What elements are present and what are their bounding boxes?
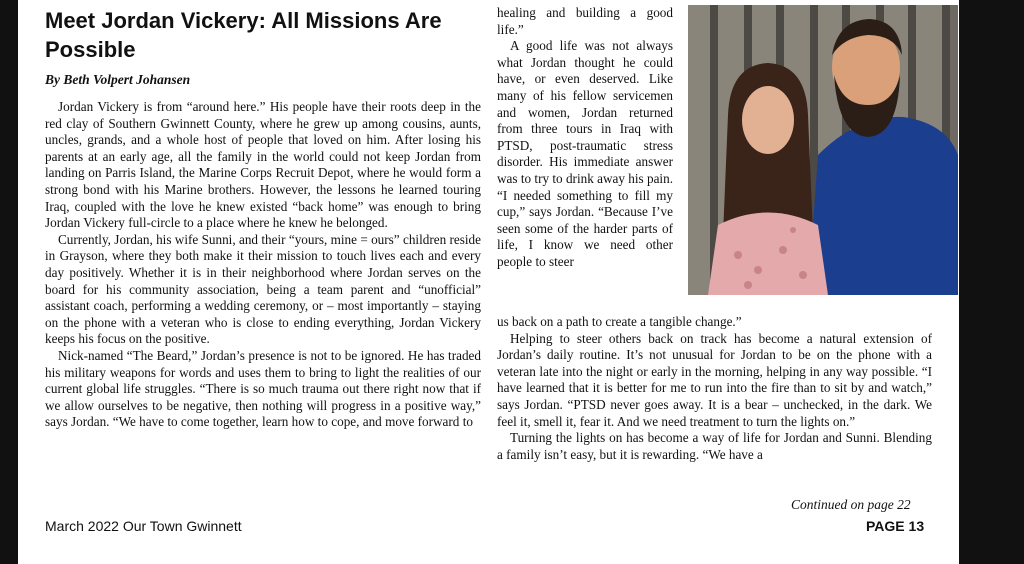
page-number: PAGE 13: [866, 518, 925, 534]
paragraph: us back on a path to create a tangible change.”: [497, 314, 742, 329]
paragraph: Jordan Vickery is from “around here.” His people have their roots deep in the red clay of Southern Gwinnett County, where he grew up among cousins, aunts, uncles, grands, and a whole host of people that loved on him. After losing his parents at an early age, all the family in the world could not keep Jordan from landing on Parris Island, the Marine Corps Recruit Depot, where he would form a strong bond with his Marine brothers. However, the lessons he learned touring Iraq, coupled with the love he knew existed “back home” was enough to bring Jordan Vickery full-circle to a place where he knew he belonged.: [45, 99, 481, 231]
paragraph: healing and building a good life.”: [497, 5, 673, 37]
couple-photo: [688, 5, 958, 295]
viewer-background: [959, 0, 1024, 564]
paragraph: Currently, Jordan, his wife Sunni, and their “yours, mine = ours” children reside in Grayson, where they both make it their mission to touch lives each and every day positively. Whether it is in their neighborhood where Jordan serves on the board for his community association, being a team parent and “unofficial” assistant coach, performing a wedding ceremony, or – most importantly – staying on the phone with a veteran who is close to ending everything, Jordan Vickery keeps his focus on the positive.: [45, 231, 481, 347]
continued-note: Continued on page 22: [791, 497, 911, 512]
column-right-top: [497, 5, 673, 271]
photo-illustration: [688, 5, 958, 295]
paragraph: Helping to steer others back on track has become a natural extension of Jordan’s daily routine. It’s not unusual for Jordan to be on the phone with a veteran late into the night or early in the morning, helping in any way possible. “I have learned that it is better for me to run into the fire than to sit by and watch,” says Jordan. “PTSD never goes away. It is a bear – unchecked, in the dark. We feel it, smell it, fear it. And we need treatment to turn the lights on.”: [497, 330, 932, 429]
paragraph: Nick-named “The Beard,” Jordan’s presence is not to be ignored. He has traded his military weapons for words and uses them to bring to light the realities of our current global life struggles. “There is so much trauma out there right now that if we allow ourselves to be negative, then nothing will progress in a positive way,” says Jordan. “We have to come together, learn how to cope, and move forward to: [45, 347, 481, 430]
paragraph: Turning the lights on has become a way of life for Jordan and Sunni. Blending a family isn’t easy, but it is rewarding. “We have a: [497, 430, 932, 462]
article-title: Meet Jordan Vickery: All Missions Are Possible: [45, 8, 442, 62]
column-right-bottom: [497, 314, 932, 463]
column-left: [45, 99, 481, 431]
paragraph: A good life was not always what Jordan thought he could have, or even deserved. Like many of his fellow servicemen and women, Jordan returned from three tours in Iraq with PTSD, post-traumatic stress disorder. His immediate answer was to try to drink away his pain. “I needed something to fill my cup,” says Jordan. “Because I’ve seen some of the harder parts of life, I know we need other people to steer: [497, 38, 673, 269]
magazine-page: [18, 0, 959, 564]
publication-footer: March 2022 Our Town Gwinnett: [45, 518, 242, 534]
article-byline: By Beth Volpert Johansen: [45, 72, 191, 87]
